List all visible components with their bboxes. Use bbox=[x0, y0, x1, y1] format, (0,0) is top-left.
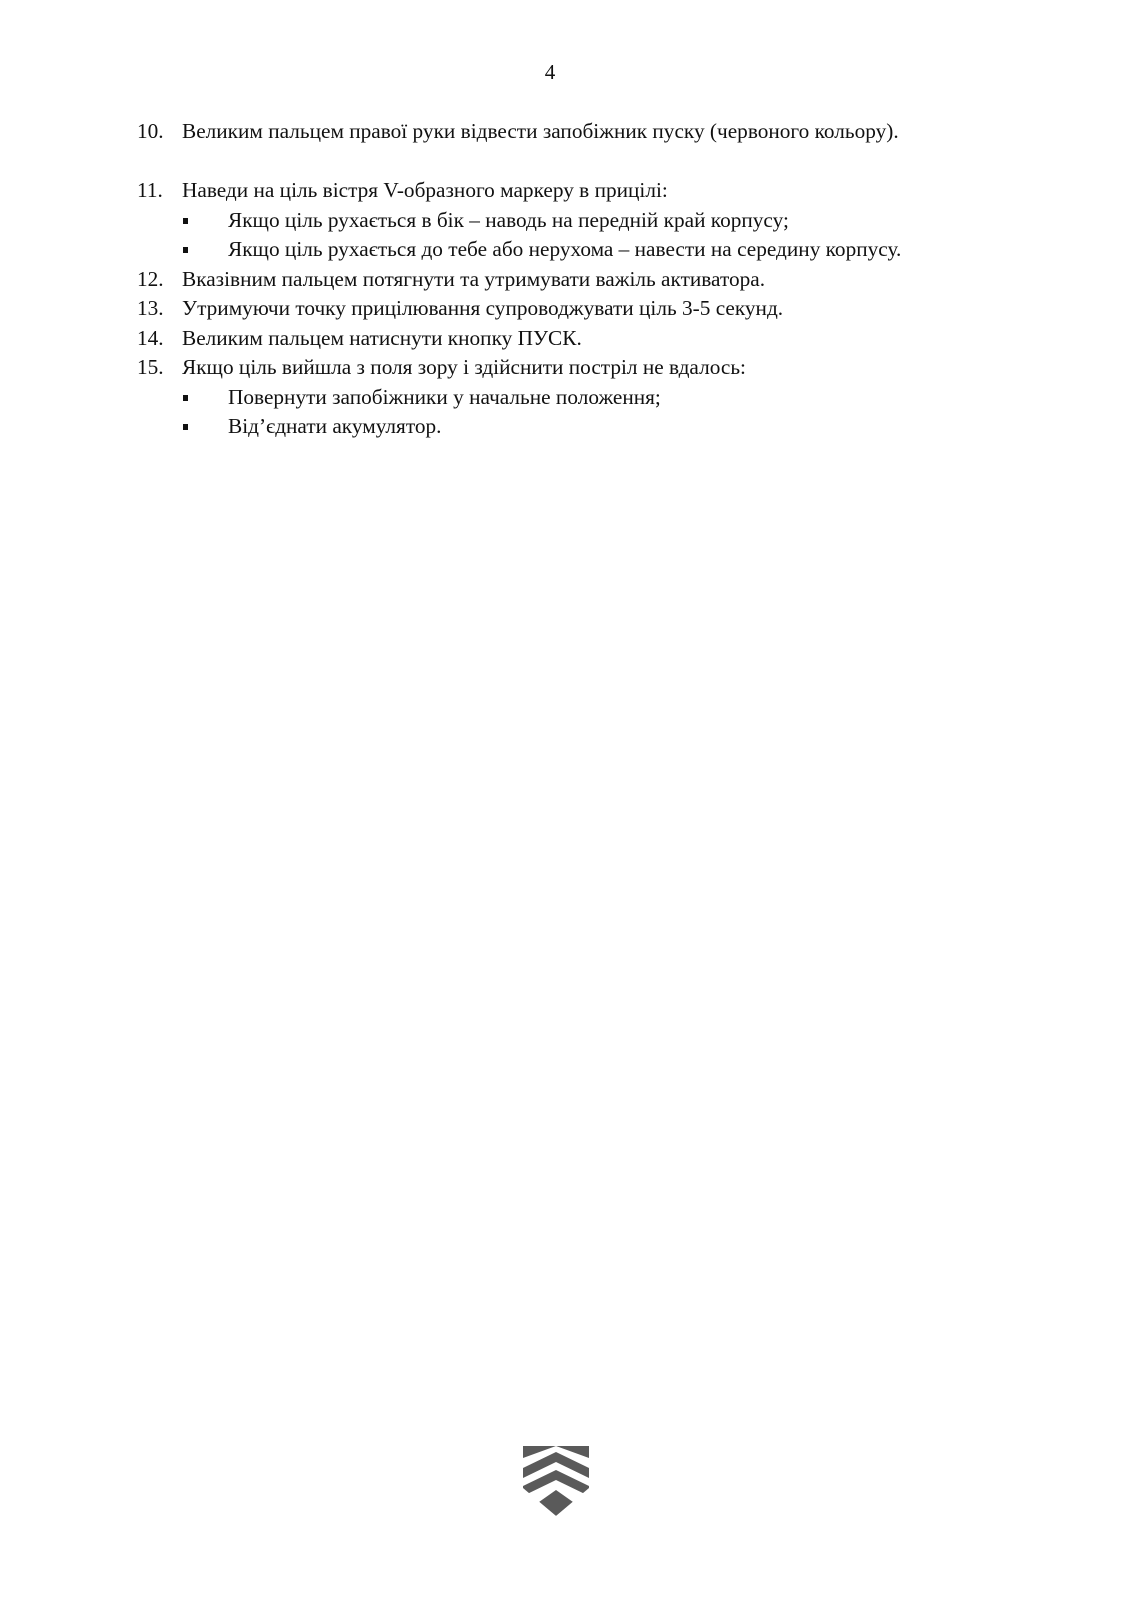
list-item-15 bbox=[137, 353, 1011, 442]
sub-bullet-item bbox=[182, 412, 1011, 442]
bullet-text: Якщо ціль рухається в бік – наводь на передній край корпусу; bbox=[228, 207, 789, 232]
item-number: 15. bbox=[137, 355, 164, 379]
item-number: 14. bbox=[137, 325, 164, 350]
sub-bullet-list bbox=[182, 383, 1011, 442]
sub-bullet-item bbox=[182, 235, 1011, 265]
bullet-text: Якщо ціль рухається до тебе або нерухома – навести на середину корпусу. bbox=[228, 237, 902, 261]
item-text: Великим пальцем правої руки відвести запобіжник пуску (червоного кольору). bbox=[182, 119, 899, 143]
list-item-10 bbox=[137, 117, 1011, 147]
list-item-13 bbox=[137, 294, 1011, 324]
item-text: Великим пальцем натиснути кнопку ПУСК. bbox=[182, 325, 582, 350]
item-number: 13. bbox=[137, 296, 164, 320]
list-item-11 bbox=[137, 176, 1011, 265]
list-item-14 bbox=[137, 324, 1011, 354]
item-text: Вказівним пальцем потягнути та утримувати важіль активатора. bbox=[182, 266, 766, 291]
bullet-text: Повернути запобіжники у начальне положення; bbox=[228, 384, 661, 409]
item-text: Наведи на ціль вістря V-образного маркеру в прицілі: bbox=[182, 178, 668, 202]
chevron-shield-logo-icon bbox=[521, 1444, 591, 1518]
item-number: 12. bbox=[137, 266, 164, 291]
item-number: 11. bbox=[137, 178, 163, 202]
square-bullet-icon bbox=[183, 218, 188, 224]
item-number: 10. bbox=[137, 119, 164, 143]
sub-bullet-item bbox=[182, 206, 1011, 236]
instruction-list bbox=[137, 117, 1011, 442]
item-text: Якщо ціль вийшла з поля зору і здійснити постріл не вдалось: bbox=[182, 355, 746, 379]
item-text: Утримуючи точку прицілювання супроводжувати ціль 3-5 секунд. bbox=[182, 296, 784, 320]
square-bullet-icon bbox=[183, 424, 188, 430]
sub-bullet-list bbox=[182, 206, 1011, 265]
square-bullet-icon bbox=[183, 247, 188, 253]
square-bullet-icon bbox=[183, 395, 188, 401]
list-item-12 bbox=[137, 265, 1011, 295]
sub-bullet-item bbox=[182, 383, 1011, 413]
bullet-text: Від’єднати акумулятор. bbox=[228, 414, 442, 438]
page-number: 4 bbox=[544, 60, 556, 84]
